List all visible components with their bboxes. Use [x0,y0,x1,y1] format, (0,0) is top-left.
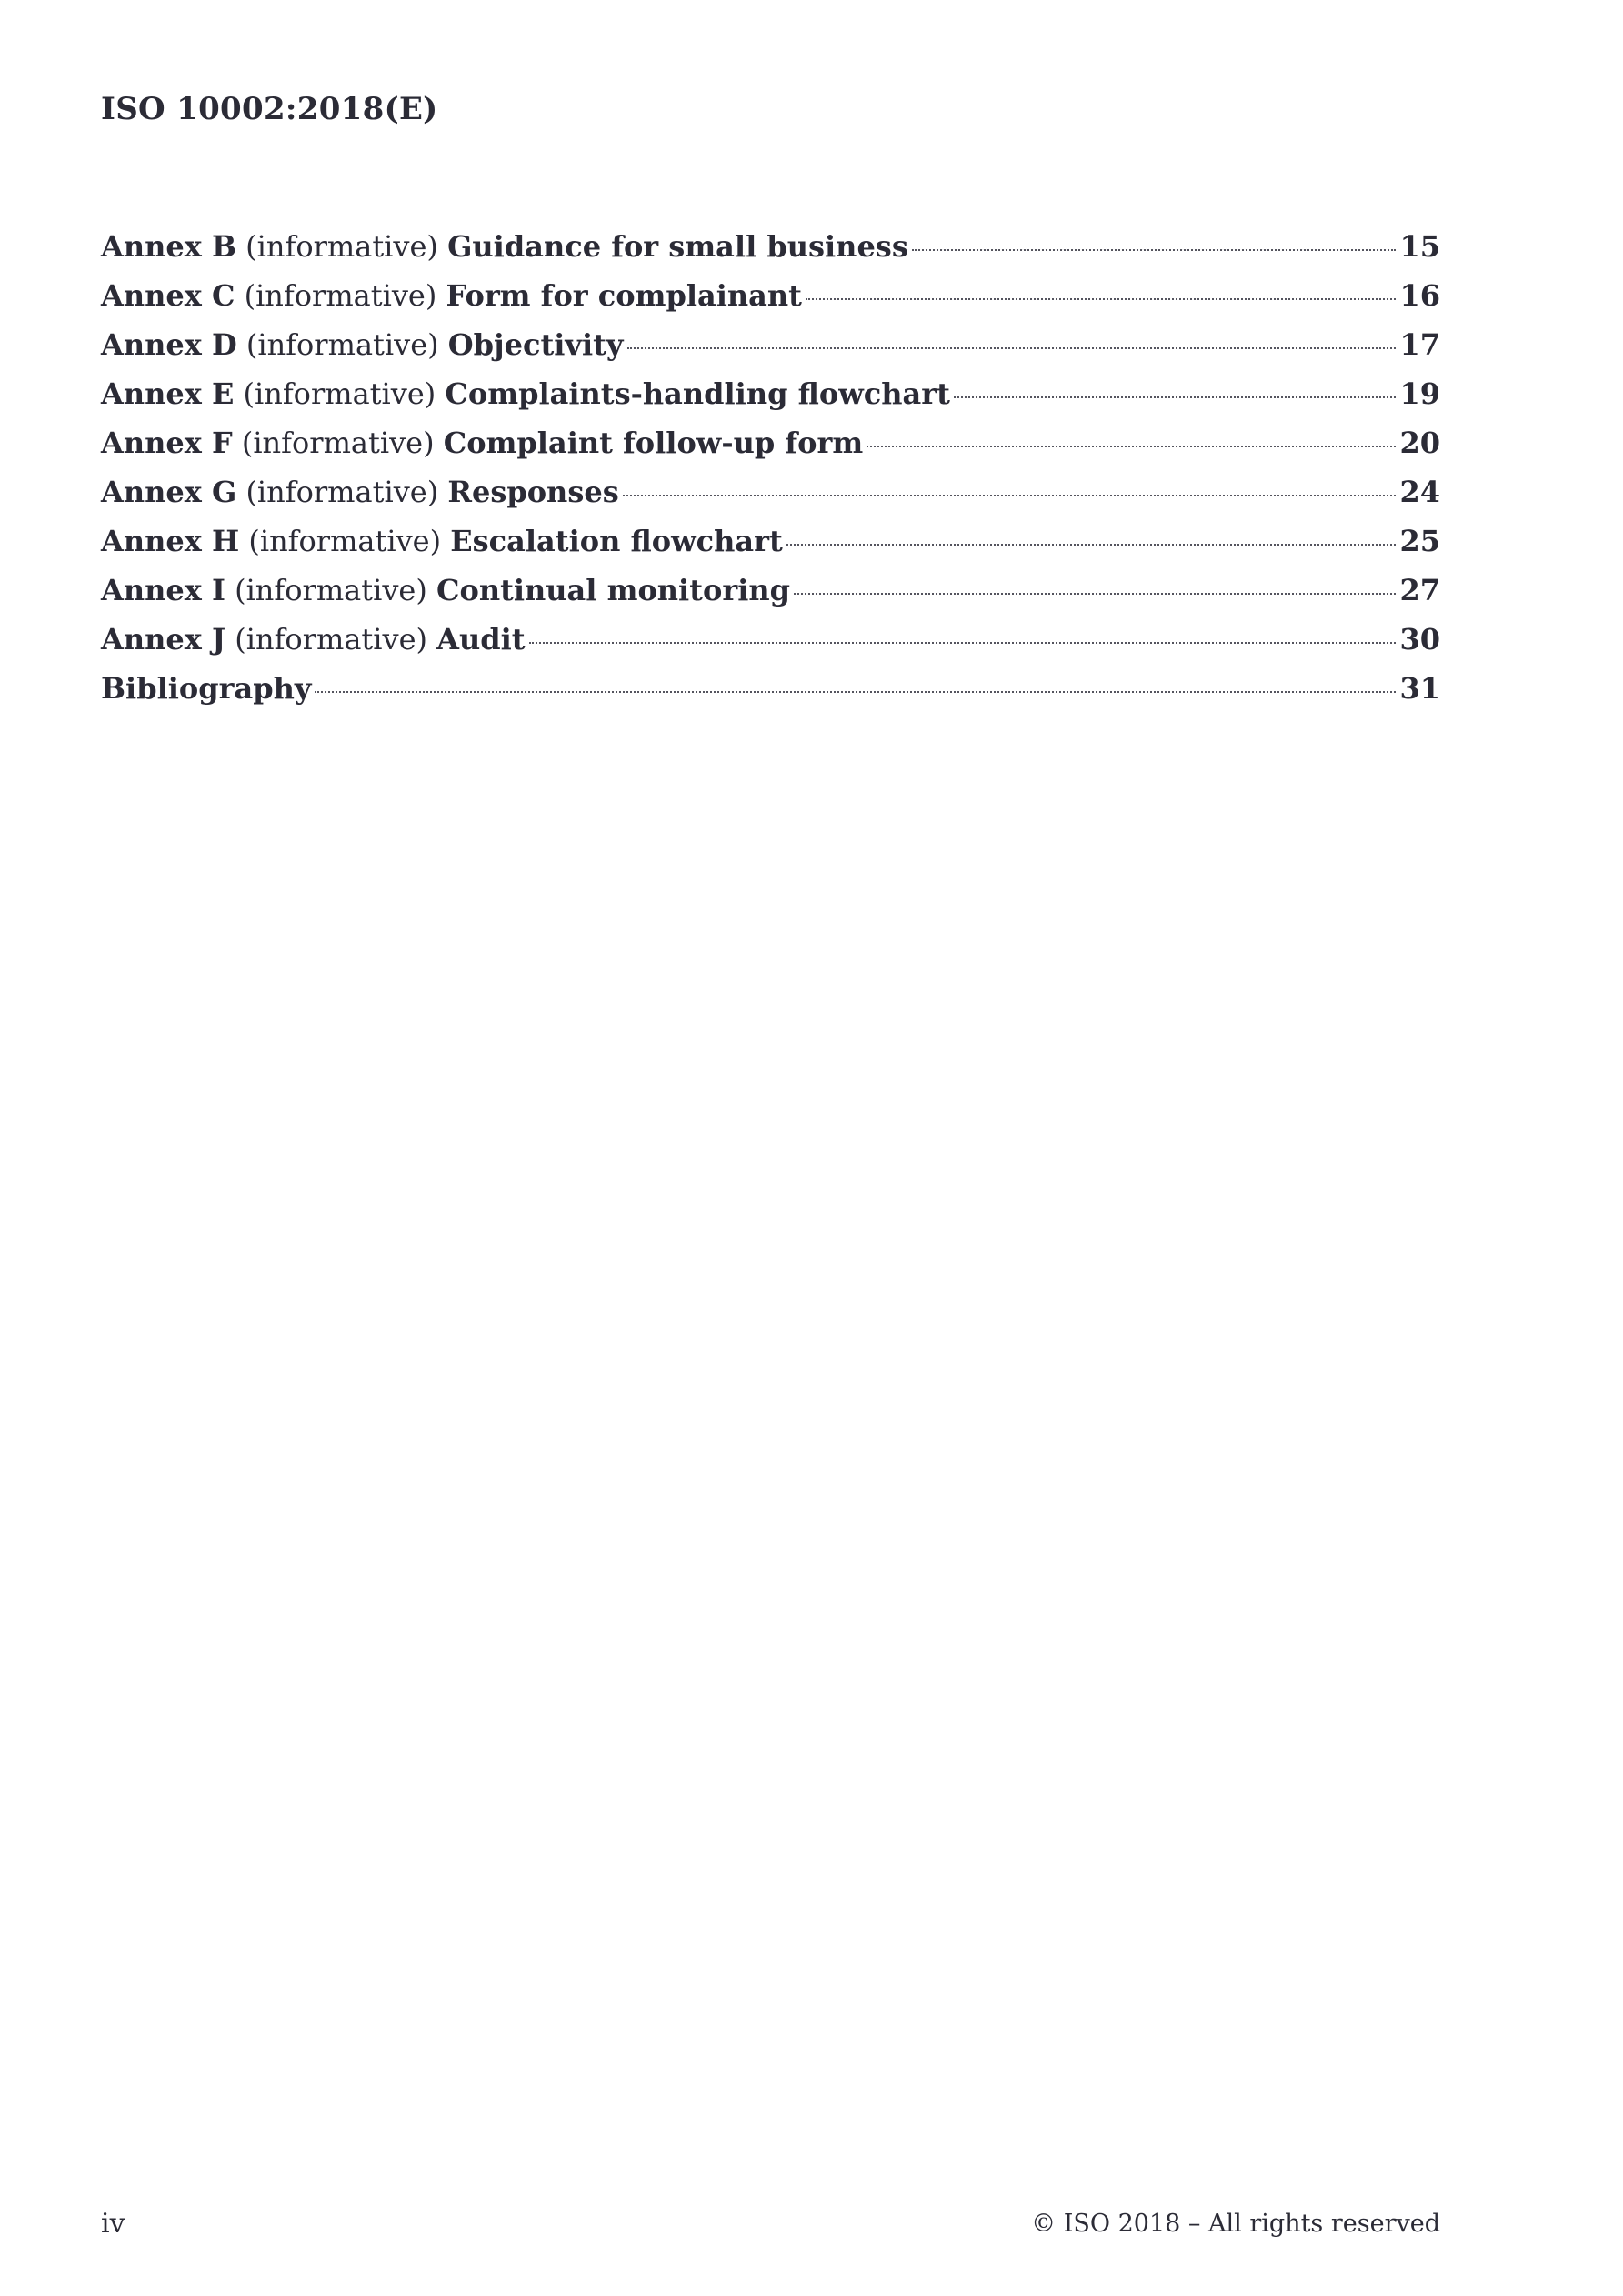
annex-type: (informative) [235,573,427,607]
toc-entry-annex-c[interactable] [101,276,1440,326]
annex-title: Form for complainant [446,278,802,313]
page-number: 24 [1399,475,1440,509]
annex-type: (informative) [244,278,437,313]
annex-label: Annex B [101,229,236,264]
page-number: 20 [1399,426,1440,460]
annex-type: (informative) [245,327,439,362]
annex-type: (informative) [248,524,442,558]
annex-title: Complaint follow-up form [443,426,864,460]
toc-entry-bibliography[interactable] [101,669,1440,718]
copyright-notice: © ISO 2018 – All rights reserved [1031,2210,1440,2238]
annex-title: Audit [436,622,526,657]
annex-label: Annex J [101,622,226,657]
dot-leader [315,691,1396,693]
page-number: 19 [1399,376,1440,411]
annex-title: Escalation flowchart [450,524,783,558]
dot-leader [912,249,1397,251]
page-number: 27 [1399,573,1440,607]
bibliography-title: Bibliography [101,671,312,706]
page-label: iv [101,2208,125,2240]
page-number: 25 [1399,524,1440,558]
toc-entry-annex-d[interactable] [101,326,1440,375]
annex-type: (informative) [243,376,436,411]
annex-type: (informative) [245,229,438,264]
toc-entry-annex-j[interactable] [101,620,1440,669]
toc-entry-annex-e[interactable] [101,375,1440,424]
toc-entry-text [101,276,802,315]
annex-title: Complaints-handling flowchart [445,376,950,411]
toc-entry-annex-h[interactable] [101,522,1440,571]
annex-label: Annex D [101,327,237,362]
dot-leader [954,396,1397,398]
page-number: 30 [1399,622,1440,657]
annex-title: Objectivity [447,327,624,362]
annex-label: Annex H [101,524,240,558]
toc-entry-text [101,375,950,413]
dot-leader [786,544,1397,546]
dot-leader [623,495,1397,496]
dot-leader [867,446,1396,447]
toc-entry-annex-b[interactable] [101,227,1440,276]
dot-leader [627,347,1397,349]
annex-label: Annex E [101,376,235,411]
annex-label: Annex I [101,573,225,607]
page-number: 17 [1399,327,1440,362]
annex-type: (informative) [241,426,435,460]
toc-entry-text [101,227,908,266]
dot-leader [529,642,1397,644]
annex-label: Annex G [101,475,237,509]
annex-title: Guidance for small business [447,229,908,264]
toc-entry-annex-g[interactable] [101,473,1440,522]
annex-label: Annex C [101,278,235,313]
page-number: 16 [1399,278,1440,313]
toc-entry-annex-f[interactable] [101,424,1440,473]
toc-entry-text [101,473,619,511]
annex-title: Continual monitoring [436,573,790,607]
toc-entry-text [101,620,526,658]
annex-label: Annex F [101,426,233,460]
page-number: 31 [1399,671,1440,706]
toc-entry-text [101,424,863,462]
annex-type: (informative) [235,622,427,657]
page-number: 15 [1399,229,1440,264]
toc-entry-text [101,571,790,609]
toc-entry-text [101,522,783,560]
dot-leader [794,593,1396,595]
document-id-header: ISO 10002:2018(E) [101,91,438,127]
annex-title: Responses [447,475,619,509]
toc-entry-annex-i[interactable] [101,571,1440,620]
annex-type: (informative) [245,475,439,509]
dot-leader [806,298,1397,300]
table-of-contents [101,227,1440,718]
toc-entry-text [101,326,624,364]
